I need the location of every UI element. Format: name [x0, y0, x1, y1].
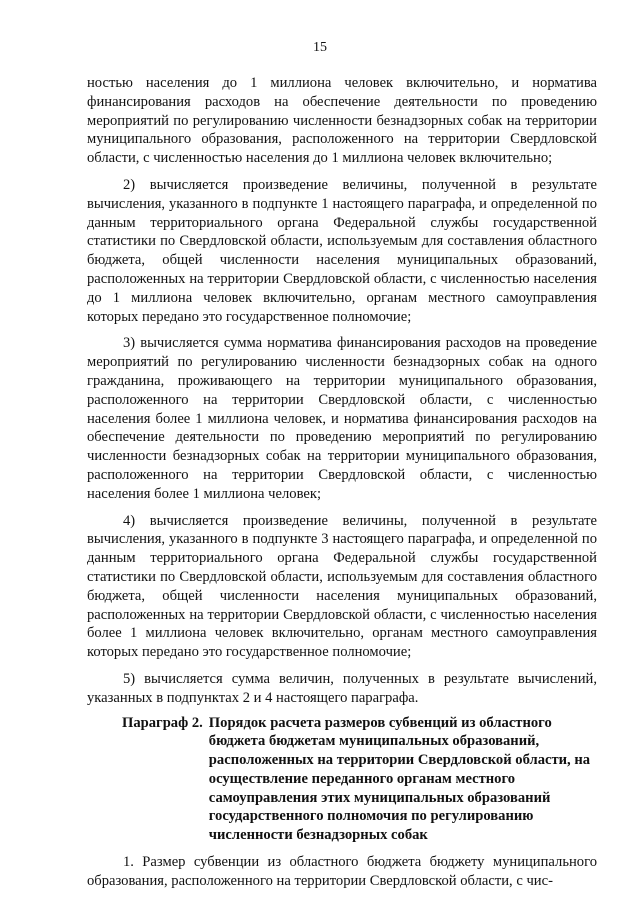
paragraph-subitem-4: 4) вычисляется произведение величины, полученной в результате вычисления, указанного в подпункте 3 настоящего параграфа, и определенной по данным территориального органа Федеральной службы государственной статистики по Свердловской области, используемым для составления областного бюджета, общей численности населения муниципальных образований, расположенных на территории Свердловской области, с численностью населения более 1 миллиона человек включительно, органам местного самоуправления которых передано это государственное полномочие;	[87, 512, 597, 661]
paragraph-subitem-2: 2) вычисляется произведение величины, полученной в результате вычисления, указанного в подпункте 1 настоящего параграфа, и определенной по данным территориального органа Федеральной службы государственной статистики по Свердловской области, используемым для составления областного бюджета, общей численности населения муниципальных образований, расположенных на территории Свердловской области, с численностью населения до 1 миллиона человек включительно, органам местного самоуправления которых передано это государственное полномочие;	[87, 176, 597, 325]
section-heading-title: Порядок расчета размеров субвенций из областного бюджета бюджетам муниципальных образований, расположенных на территории Свердловской области, на осуществление переданного органам местного самоуправления этих муниципальных образований государственного полномочия по регулированию численности безнадзорных собак	[208, 714, 591, 844]
paragraph-continuation: ностью населения до 1 миллиона человек включительно, и норматива финансирования расходов на обеспечение деятельности по проведению мероприятий по регулированию численности безнадзорных собак на территории муниципального образования, расположенного на территории Свердловской области, с численностью населения до 1 миллиона человек включительно;	[87, 75, 597, 167]
page-number: 15	[313, 40, 327, 55]
paragraph-subitem-3: 3) вычисляется сумма норматива финансирования расходов на проведение мероприятий по регулированию численности безнадзорных собак на одного гражданина, проживающего на территории муниципального образования, расположенного на территории Свердловской области, с численностью населения более 1 миллиона человек, и норматива финансирования расходов на обеспечение деятельности по проведению мероприятий по регулированию численности безнадзорных собак на территории муниципального образования, расположенного на территории Свердловской области, с численностью населения более 1 миллиона человек;	[87, 335, 597, 502]
section-heading	[122, 714, 597, 846]
document-body	[87, 74, 597, 899]
section-heading-label: Параграф 2.	[122, 714, 203, 731]
paragraph-item-1: 1. Размер субвенции из областного бюджета бюджету муниципального образования, расположенного на территории Свердловской области, с чис-	[87, 854, 597, 889]
paragraph-subitem-5: 5) вычисляется сумма величин, полученных в результате вычислений, указанных в подпунктах 2 и 4 настоящего параграфа.	[87, 670, 597, 706]
